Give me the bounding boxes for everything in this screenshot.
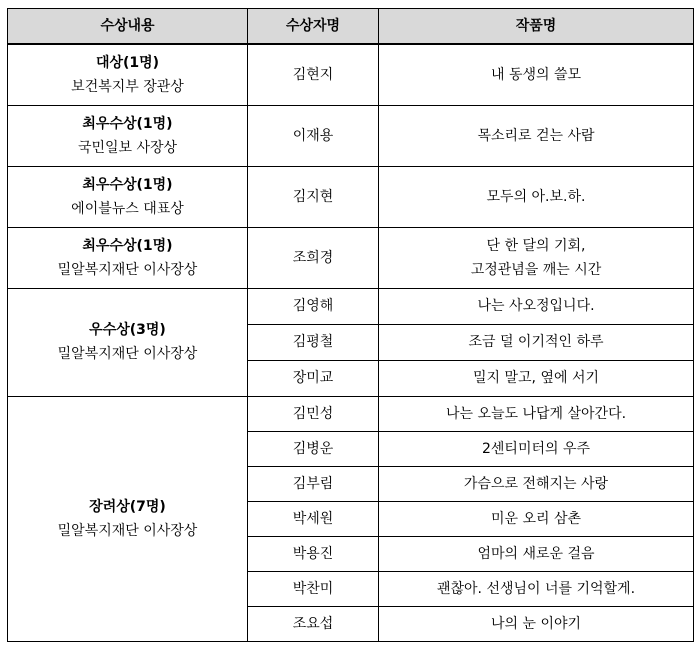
- award-org: 밀알복지재단 이사장상: [57, 261, 198, 278]
- awards-table-wrapper: [7, 8, 694, 642]
- award-category-cell: [8, 44, 248, 105]
- award-category-cell: [8, 396, 248, 641]
- table-row: [8, 227, 694, 288]
- winner-name: 김평철: [248, 324, 379, 360]
- awards-table: [7, 8, 694, 642]
- table-row: [8, 396, 694, 431]
- winner-name: 김영해: [248, 288, 379, 324]
- work-title: 조금 덜 이기적인 하루: [379, 324, 694, 360]
- winner-name: 장미교: [248, 360, 379, 396]
- work-title: 엄마의 새로운 걸음: [379, 536, 694, 571]
- header-work: 작품명: [379, 9, 694, 45]
- winner-name: 박찬미: [248, 571, 379, 606]
- award-title: 대상(1명): [95, 54, 160, 71]
- winner-name: 김부림: [248, 466, 379, 501]
- winner-name: 박세원: [248, 501, 379, 536]
- work-title: 나는 오늘도 나답게 살아간다.: [379, 396, 694, 431]
- award-category-cell: [8, 288, 248, 396]
- table-row: [8, 166, 694, 227]
- award-org: 에이블뉴스 대표상: [71, 200, 184, 217]
- winner-name: 김민성: [248, 396, 379, 431]
- header-winner: 수상자명: [248, 9, 379, 45]
- award-title: 우수상(3명): [89, 322, 166, 338]
- winner-name: 김지현: [248, 166, 379, 227]
- table-row: [8, 288, 694, 324]
- award-org: 밀알복지재단 이사장상: [57, 346, 198, 362]
- work-title: 단 한 달의 기회, 고정관념을 깨는 시간: [379, 227, 694, 288]
- award-title: 최우수상(1명): [82, 176, 173, 193]
- winner-name: 이재용: [248, 105, 379, 166]
- award-category-cell: [8, 227, 248, 288]
- work-title: 가슴으로 전해지는 사랑: [379, 466, 694, 501]
- header-award: 수상내용: [8, 9, 248, 45]
- table-row: [8, 105, 694, 166]
- winner-name: 조요섭: [248, 606, 379, 641]
- work-title: 모두의 아.보.하.: [379, 166, 694, 227]
- winner-name: 박용진: [248, 536, 379, 571]
- award-org: 밀알복지재단 이사장상: [57, 522, 198, 539]
- work-title: 나의 눈 이야기: [379, 606, 694, 641]
- award-category-cell: [8, 166, 248, 227]
- work-title: 나는 사오정입니다.: [379, 288, 694, 324]
- award-org: 국민일보 사장상: [77, 139, 178, 156]
- winner-name: 조희경: [248, 227, 379, 288]
- work-title: 밀지 말고, 옆에 서기: [379, 360, 694, 396]
- winner-name: 김현지: [248, 44, 379, 105]
- work-title: 목소리로 걷는 사람: [379, 105, 694, 166]
- award-title: 장려상(7명): [89, 498, 166, 515]
- work-title: 미운 오리 삼촌: [379, 501, 694, 536]
- work-title: 2센티미터의 우주: [379, 431, 694, 466]
- award-title: 최우수상(1명): [82, 237, 173, 254]
- table-row: [8, 44, 694, 105]
- winner-name: 김병운: [248, 431, 379, 466]
- award-category-cell: [8, 105, 248, 166]
- work-title: 내 동생의 쓸모: [379, 44, 694, 105]
- award-title: 최우수상(1명): [82, 115, 173, 132]
- award-org: 보건복지부 장관상: [71, 78, 184, 95]
- header-row: [8, 9, 694, 45]
- work-title: 괜찮아. 선생님이 너를 기억할게.: [379, 571, 694, 606]
